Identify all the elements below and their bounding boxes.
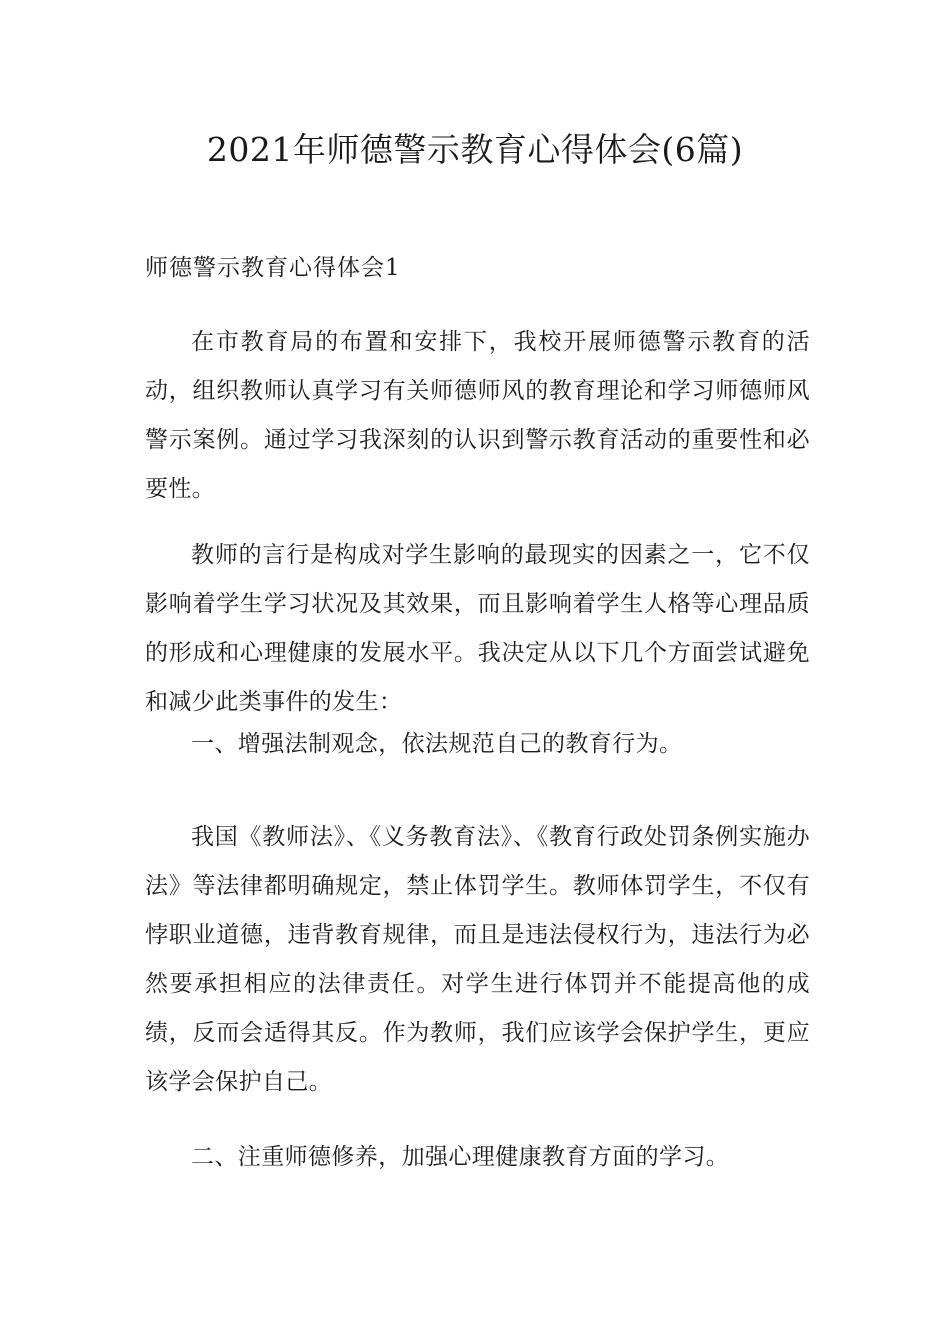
document-title: 2021年师德警示教育心得体会(6篇)	[206, 130, 744, 169]
section-heading: 师德警示教育心得体会1	[145, 255, 401, 281]
paragraph-point-two-heading: 二、注重师德修养，加强心理健康教育方面的学习。	[191, 1144, 730, 1170]
paragraph-intro: 在市教育局的布置和安排下，我校开展师德警示教育的活动，组织教师认真学习有关师德师风的教育理论和学习师德师风警示案例。通过学习我深刻的认识到警示教育活动的重要性和必要性。	[145, 329, 810, 502]
paragraph-point-one-heading: 一、增强法制观念，依法规范自己的教育行为。	[191, 731, 683, 757]
paragraph-legal-basis: 我国《教师法》、《义务教育法》、《教育行政处罚条例实施办法》等法律都明确规定，禁止体罚学生。教师体罚学生，不仅有悖职业道德，违背教育规律，而且是违法侵权行为，违法行为必然要承担相应的法律责任。对学生进行体罚并不能提高他的成绩，反而会适得其反。作为教师，我们应该学会保护学生，更应该学会保护自己。	[145, 824, 810, 1095]
paragraph-teacher-influence: 教师的言行是构成对学生影响的最现实的因素之一，它不仅影响着学生学习状况及其效果，而且影响着学生人格等心理品质的形成和心理健康的发展水平。我决定从以下几个方面尝试避免和减少此类事件的发生：	[145, 542, 810, 715]
